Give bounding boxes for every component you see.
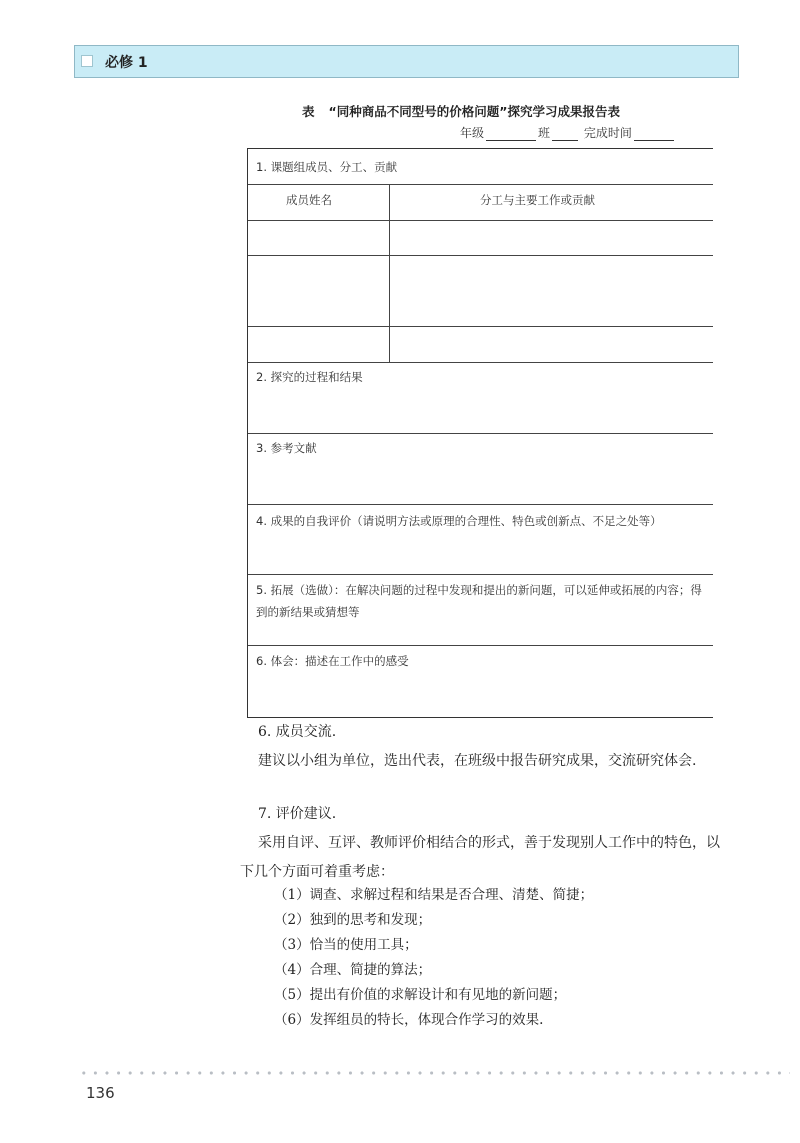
footer-dotted-line: [78, 1071, 790, 1075]
step-7-text: 采用自评、互评、教师评价相结合的形式，善于发现别人工作中的特色，以下几个方面可着重考虑：: [240, 835, 720, 880]
class-label: 班: [538, 126, 551, 140]
list-item: （6）发挥组员的特长，体现合作学习的效果.: [274, 1012, 544, 1028]
column-header-work: 分工与主要工作或贡献: [480, 193, 595, 207]
list-item: （1）调查、求解过程和结果是否合理、清楚、简捷；: [274, 887, 594, 903]
section-6-heading: 6. 体会：描述在工作中的感受: [256, 654, 409, 668]
section-2-heading: 2. 探究的过程和结果: [256, 370, 363, 384]
table-divider: [248, 220, 713, 221]
table-divider: [248, 645, 713, 646]
section-4-heading: 4. 成果的自我评价（请说明方法或原理的合理性、特色或创新点、不足之处等）: [256, 514, 662, 528]
table-divider: [248, 184, 713, 185]
table-divider: [248, 326, 713, 327]
step-6-text: 建议以小组为单位，选出代表，在班级中报告研究成果，交流研究体会.: [258, 753, 697, 769]
column-divider: [389, 184, 390, 362]
list-item: （4）合理、简捷的算法；: [274, 962, 432, 978]
section-3-heading: 3. 参考文献: [256, 441, 317, 455]
step-7-title: 7. 评价建议.: [258, 806, 337, 822]
table-divider: [248, 433, 713, 434]
table-divider: [248, 504, 713, 505]
column-header-name: 成员姓名: [286, 193, 332, 207]
step-6-title: 6. 成员交流.: [258, 724, 337, 740]
report-table: [247, 148, 713, 718]
table-divider: [248, 362, 713, 363]
meta-line: [460, 124, 676, 141]
table-title-text: “同种商品不同型号的价格问题”探究学习成果报告表: [328, 104, 620, 119]
page-number: 136: [86, 1084, 115, 1102]
table-divider: [248, 574, 713, 575]
list-item: （5）提出有价值的求解设计和有见地的新问题；: [274, 987, 567, 1003]
header-square-icon: [81, 55, 93, 67]
list-item: （2）独到的思考和发现；: [274, 912, 432, 928]
table-title-prefix: 表: [302, 104, 315, 119]
grade-label: 年级: [460, 126, 485, 140]
section-1-heading: 1. 课题组成员、分工、贡献: [256, 160, 398, 174]
class-blank: [552, 128, 578, 141]
chapter-header-bar: [74, 45, 739, 78]
table-title: [302, 102, 620, 120]
section-5-heading: 5. 拓展（选做）：在解决问题的过程中发现和提出的新问题，可以延伸或拓展的内容；得到的新结果或猜想等: [256, 583, 702, 619]
chapter-label: 必修 1: [105, 55, 148, 71]
list-item: （3）恰当的使用工具；: [274, 937, 418, 953]
completion-time-blank: [634, 128, 674, 141]
grade-blank: [486, 128, 536, 141]
table-divider: [248, 255, 713, 256]
completion-time-label: 完成时间: [583, 126, 632, 140]
